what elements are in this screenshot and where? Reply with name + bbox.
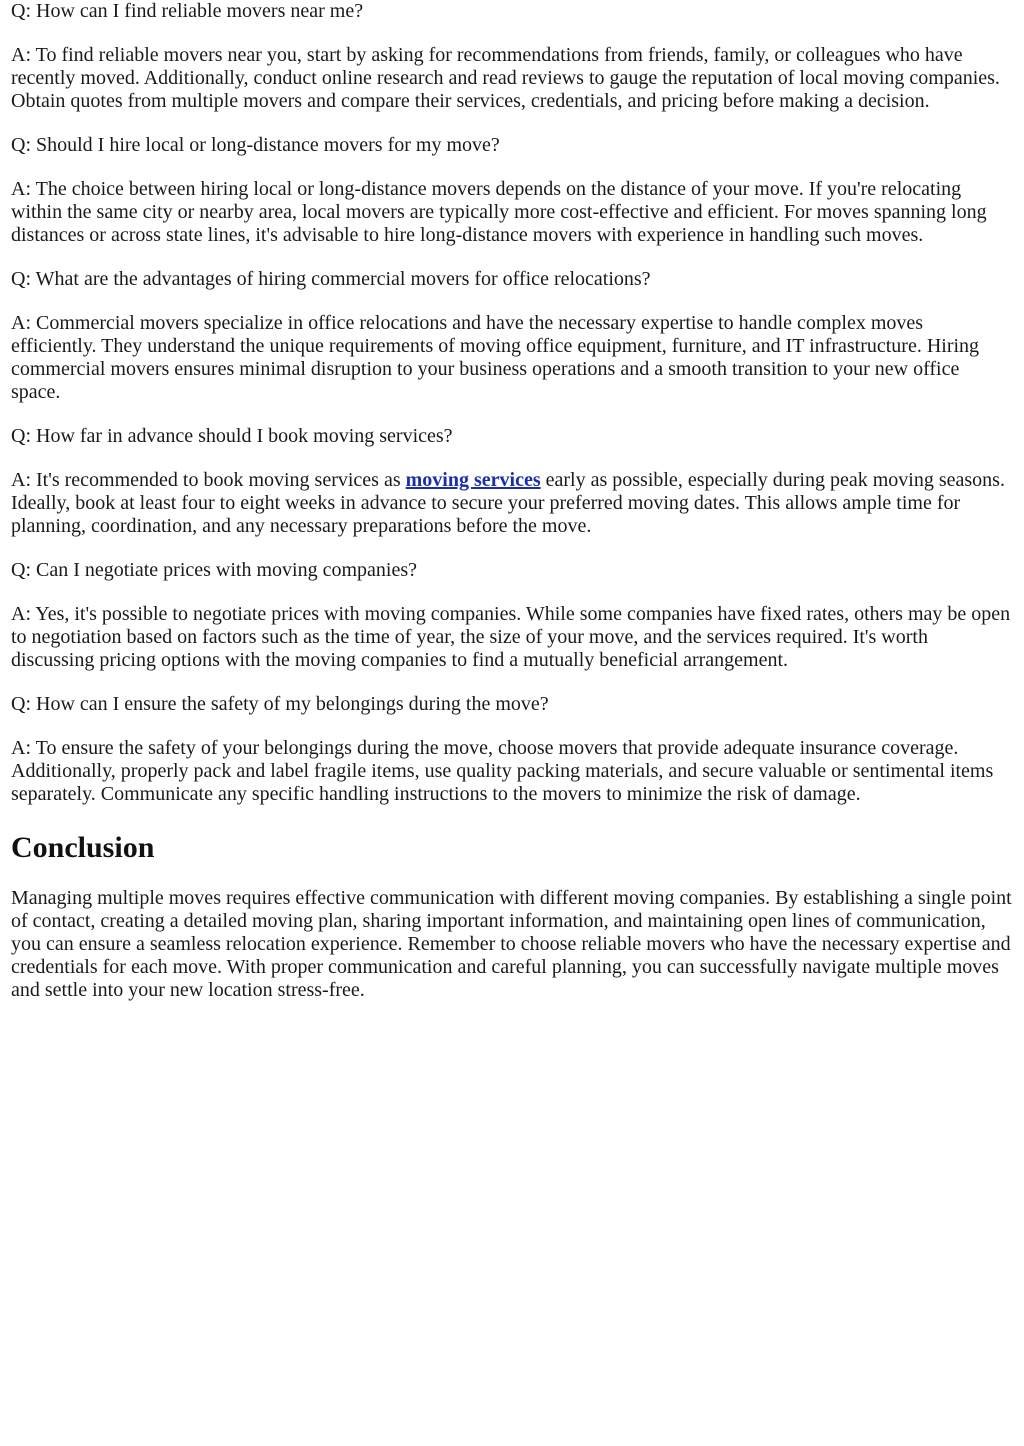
faq-question: Q: How can I ensure the safety of my belongings during the move? [11, 693, 549, 716]
faq-answer-text: A: It's recommended to book moving services as [11, 469, 406, 491]
conclusion-heading: Conclusion [11, 830, 155, 864]
faq-answer-text: early as possible, especially during peak moving seasons. Ideally, book at least four to eight weeks in advance to secure your preferred moving dates. This allows ample time for planning, coordination, and any necessary preparations before the move. [11, 469, 1005, 538]
faq-question: Q: What are the advantages of hiring commercial movers for office relocations? [11, 268, 651, 290]
faq-question: Q: How can I find reliable movers near me? [11, 0, 364, 22]
faq-answer: A: To find reliable movers near you, start by asking for recommendations from friends, family, or colleagues who have recently moved. Additionally, conduct online research and read reviews to gauge the reputation of local moving companies. Obtain quotes from multiple movers and compare their services, credentials, and pricing before making a decision. [11, 43, 1000, 113]
faq-question: Q: Can I negotiate prices with moving companies? [11, 559, 418, 582]
faq-answer [11, 469, 1013, 539]
faq-answer: A: Commercial movers specialize in office relocations and have the necessary expertise to handle complex moves efficiently. They understand the unique requirements of moving office equipment, furniture, and IT infrastructure. Hiring commercial movers ensures minimal disruption to your business operations and a smooth transition to your new office space. [11, 311, 980, 404]
faq-question: Q: How far in advance should I book moving services? [11, 425, 453, 448]
faq-answer: A: To ensure the safety of your belongings during the move, choose movers that provide adequate insurance coverage. Additionally, properly pack and label fragile items, use quality packing materials, and secure valuable or sentimental items separately. Communicate any specific handling instructions to the movers to minimize the risk of damage. [11, 737, 994, 806]
faq-answer: A: Yes, it's possible to negotiate prices with moving companies. While some companies have fixed rates, others may be open to negotiation based on factors such as the time of year, the size of your move, and the services required. It's worth discussing pricing options with the moving companies to find a mutually beneficial arrangement. [11, 603, 1011, 672]
faq-question: Q: Should I hire local or long-distance movers for my move? [11, 134, 500, 156]
moving-services-link[interactable]: moving services [405, 469, 541, 491]
faq-answer: A: The choice between hiring local or long-distance movers depends on the distance of your move. If you're relocating within the same city or nearby area, local movers are typically more cost-effective and efficient. For moves spanning long distances or across state lines, it's advisable to hire long-distance movers with experience in handling such moves. [11, 177, 987, 247]
conclusion-body: Managing multiple moves requires effective communication with different moving companies. By establishing a single point of contact, creating a detailed moving plan, sharing important information, and maintaining open lines of communication, you can ensure a seamless relocation experience. Remember to choose reliable movers who have the necessary expertise and credentials for each move. With proper communication and careful planning, you can successfully navigate multiple moves and settle into your new location stress-free. [11, 886, 1012, 1002]
